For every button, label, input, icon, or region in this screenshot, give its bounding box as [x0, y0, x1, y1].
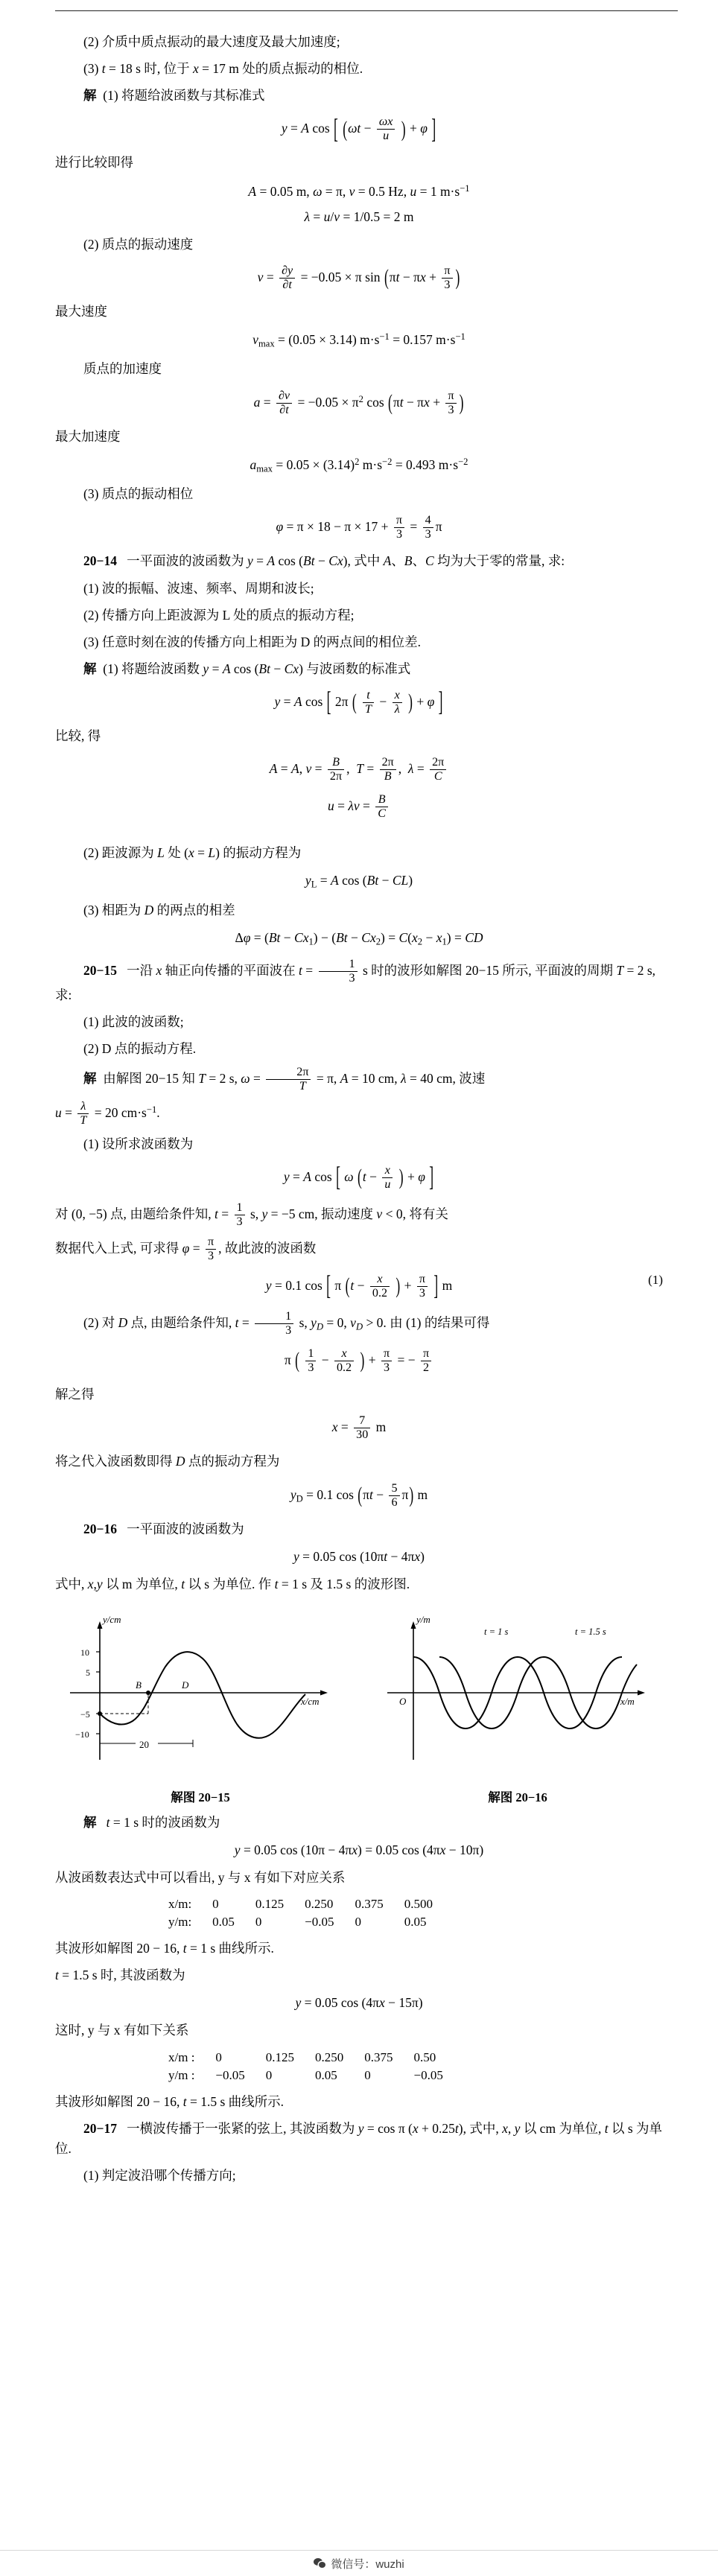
- line-q2: (2) 介质中质点振动的最大速度及最大加速度;: [83, 34, 340, 49]
- problem-2017-q1: (1) 判定波沿哪个传播方向;: [83, 2167, 236, 2183]
- line-2014-compare: 比较, 得: [55, 728, 101, 744]
- equation-acceleration: a = $\frac{\partial v}{\partial t}$ = $-0.05 \times \pi^2$ cos (πt − πx + $\frac{\pi}{3}$ ): [253, 389, 464, 416]
- figure-2016: [372, 1611, 663, 1805]
- problem-2015-q1-restate: (1) 设所求波函数为: [83, 1136, 194, 1152]
- figure-2015-svg: [55, 1611, 346, 1782]
- problem-2014-q3: (3) 任意时刻在波的传播方向上相距为 D 的两点间的相位差.: [83, 634, 422, 649]
- problem-2015-q1: (1) 此波的波函数;: [83, 1014, 184, 1029]
- figure-2016-caption: 解图 20−16: [488, 1790, 547, 1804]
- svg-text:y/m: y/m: [416, 1613, 431, 1625]
- footer-bar: [0, 2550, 718, 2576]
- equation-standard-form: y = A cos [ (ωt − $\frac{\omega x}{u}$ ) + φ ]: [281, 112, 436, 144]
- line-velocity-heading: (2) 质点的振动速度: [83, 236, 194, 252]
- problem-2014-q2: (2) 传播方向上距波源为 L 处的质点的振动方程;: [83, 607, 355, 623]
- footer-text: 微信号：wuzhi: [331, 2557, 404, 2571]
- table-cell: 0.05: [404, 1915, 427, 1930]
- svg-text:y/cm: y/cm: [103, 1613, 121, 1625]
- equation-wavelength: λ = u/ν = 1/0.5 = 2 m: [304, 209, 414, 224]
- svg-text:5: 5: [86, 1667, 90, 1678]
- equation-2015-dmotion: $y_D = 0.1$ cos (πt − $\frac{5}{6}$ π) m: [290, 1481, 428, 1509]
- table-cell: 0.50: [413, 2049, 436, 2064]
- equation-2014-speed: u = λν = $\frac{B}{C}$: [55, 793, 663, 821]
- problem-2014-number: 20−14: [83, 553, 117, 569]
- equation-2015-wavefunction: y = 0.1 cos [ π (t − $\frac{x}{0.2}$ ) + $\frac{\pi}{3}$ ] m (1): [265, 1269, 663, 1301]
- problem-2017: 20−17 一横波传播于一张紧的弦上, 其波函数为 y = cos π (x + 0.25t), 式中, x, y 以 cm 为单位, t 以 s 为单位.: [55, 2120, 663, 2156]
- figure-2016-svg: [372, 1611, 663, 1782]
- table-2016-t1: [167, 1895, 454, 1932]
- equation-2014-standard: y = A cos [ 2π ( $\frac{t}{T}$ − $\frac{x}{\lambda}$ ) + φ ]: [274, 685, 443, 717]
- table-cell: 0.250: [305, 1897, 334, 1912]
- problem-2017-number: 20−17: [83, 2120, 117, 2136]
- table-cell-label: y/m :: [168, 2067, 195, 2082]
- figure-2015-caption: 解图 20−15: [171, 1790, 230, 1804]
- table-cell: 0.125: [255, 1897, 285, 1912]
- line-q3: (3) t = 18 s 时, 位于 x = 17 m 处的质点振动的相位.: [83, 61, 363, 77]
- line-phase-heading: (3) 质点的振动相位: [83, 486, 194, 502]
- equation-phase: φ = π × 18 − π × 17 + $\frac{\pi}{3}$ = $\frac{4}{3}$ π: [276, 514, 442, 541]
- solution-2016: 解 t = 1 s 时的波函数为: [83, 1814, 220, 1830]
- problem-2016-text: 一平面波的波函数为: [127, 1521, 244, 1536]
- problem-2015-q2: (2) D 点的振动方程.: [83, 1040, 197, 1056]
- table-cell: 0: [255, 1915, 262, 1930]
- line-2016-relation: 从波函数表达式中可以看出, y 与 x 有如下对应关系: [55, 1870, 346, 1886]
- equation-2015-dpoint: π ( $\frac{1}{3}$ − $\frac{x}{0.2}$ ) + $\frac{\pi}{3}$ = − $\frac{\pi}{2}$: [55, 1347, 663, 1375]
- problem-2015: 20−15 一沿 x 轴正向传播的平面波在 t = $\frac{1}{3}$ s 时的波形如解图 20−15 所示, 平面波的周期 T = 2 s, 求:: [55, 957, 656, 1002]
- figures-row: [55, 1611, 663, 1805]
- solution-2014: 解 (1) 将题给波函数 y = A cos (Bt − Cx) 与波函数的标准式: [83, 661, 411, 676]
- problem-2014-q2-restate: (2) 距波源为 L 处 (x = L) 的振动方程为: [83, 845, 302, 861]
- svg-text:10: 10: [80, 1647, 89, 1658]
- equation-velocity: v = $\frac{\partial y}{\partial t}$ = −0.05 × π sin (πt − πx + $\frac{\pi}{3}$ ): [257, 264, 460, 291]
- line-maxspeed-heading: 最大速度: [55, 303, 107, 319]
- solution-2015-cont: u = $\frac{\lambda}{T}$ = 20 $cm\cdot s^{-1}$.: [55, 1099, 160, 1127]
- svg-text:−5: −5: [80, 1708, 90, 1720]
- svg-text:D: D: [182, 1679, 189, 1691]
- solve-label-2016: 解: [83, 1814, 97, 1830]
- wechat-icon: [314, 2558, 326, 2569]
- problem-2014-q3-restate: (3) 相距为 D 的两点的相差: [83, 902, 235, 917]
- table-cell: 0.500: [404, 1897, 433, 1912]
- table-cell: 0.125: [265, 2049, 295, 2064]
- line-maxaccel-heading: 最大加速度: [55, 428, 121, 444]
- equation-max-acceleration: $a_{max} = 0.05 \times (3.14)^2$ $m\cdot s^{-2} = 0.493$ $m\cdot s^{-2}$: [250, 456, 468, 474]
- svg-text:−10: −10: [75, 1729, 89, 1740]
- equation-2014-phasediff: $\Delta\varphi = (Bt - Cx_1) - (Bt - Cx_2) = C(x_2 - x_1)$ = CD: [235, 930, 483, 947]
- line-2015-point-cont: 数据代入上式, 可求得 φ = $\frac{\pi}{3}$ , 故此波的波函数: [55, 1235, 317, 1263]
- equation-2014-source: $y_L = A$ cos (Bt − CL): [305, 873, 413, 890]
- problem-2016: [55, 1519, 663, 1539]
- svg-text:x/m: x/m: [620, 1695, 635, 1707]
- table-cell: 0: [355, 1915, 362, 1930]
- svg-text:t = 1.5 s: t = 1.5 s: [575, 1626, 606, 1637]
- line-2016-t15: t = 1.5 s 时, 其波函数为: [55, 1968, 185, 1983]
- line-compare: 进行比较即得: [55, 155, 133, 171]
- svg-text:t = 1 s: t = 1 s: [484, 1626, 509, 1637]
- table-cell: 0.250: [315, 2049, 344, 2064]
- table-row: [168, 1896, 452, 1912]
- table-cell: 0: [265, 2067, 273, 2082]
- table-row: [168, 1914, 452, 1930]
- solve-label-2015: 解: [83, 1071, 97, 1087]
- problem-2014: 20−14 一平面波的波函数为 y = A cos (Bt − Cx), 式中 A、B、C 均为大于零的常量, 求:: [83, 553, 565, 569]
- equation-parameters: A = 0.05 m, ω = π, ν = 0.5 Hz, u = 1 $m\cdot s^{-1}$: [248, 182, 470, 199]
- table-cell-label: x/m :: [168, 2049, 195, 2064]
- equation-number-1: (1): [648, 1273, 663, 1288]
- line-2016-shape1: 其波形如解图 20 − 16, t = 1 s 曲线所示.: [55, 1941, 274, 1956]
- table-row: [168, 2067, 463, 2084]
- equation-2016-t1: y = 0.05 cos (10π − 4πx) = 0.05 cos (4πx − 10π): [234, 1842, 484, 1858]
- line-accel-heading: 质点的加速度: [83, 361, 162, 377]
- table-cell: 0.375: [364, 2049, 393, 2064]
- solution-2015: 解 由解图 20−15 知 T = 2 s, ω = $\frac{2\pi}{T}$ = π, A = 10 cm, λ = 40 cm, 波速: [83, 1065, 486, 1093]
- solve-label-2014: 解: [83, 661, 97, 676]
- table-cell: 0: [212, 1897, 219, 1912]
- problem-2015-number: 20−15: [83, 962, 117, 978]
- table-cell: 0: [364, 2067, 371, 2082]
- solve-label: 解: [83, 88, 97, 104]
- problem-2016-number: 20−16: [83, 1521, 117, 1536]
- line-2015-point: 对 (0, −5) 点, 由题给条件知, t = $\frac{1}{3}$ s, y = −5 cm, 振动速度 v < 0, 将有关: [55, 1201, 448, 1229]
- table-cell: 0.05: [315, 2067, 337, 2082]
- svg-text:B: B: [136, 1679, 142, 1691]
- line-2015-substitute: 将之代入波函数即得 D 点的振动方程为: [55, 1454, 280, 1469]
- solution-intro-2013: 解 (1) 将题给波函数与其标准式: [83, 88, 265, 104]
- svg-text:20: 20: [139, 1738, 149, 1750]
- page-top-rule: [55, 10, 678, 11]
- table-cell-label: y/m:: [168, 1915, 192, 1930]
- table-cell: −0.05: [305, 1915, 334, 1930]
- equation-max-velocity: $v_{max} = (0.05 \times 3.14) m\cdot s^{-1} = 0.157$ $m\cdot s^{-1}$: [252, 331, 466, 349]
- table-cell-label: x/m:: [168, 1897, 192, 1912]
- line-2016-relation2: 这时, y 与 x 有如下关系: [55, 2023, 189, 2038]
- problem-2015-q2-restate: (2) 对 D 点, 由题给条件知, t = $\frac{1}{3}$ s, $y_D = 0$, $v_D > 0$. 由 (1) 的结果可得: [83, 1310, 490, 1338]
- equation-2016-t15: y = 0.05 cos (4πx − 15π): [295, 1995, 423, 2011]
- table-cell: −0.05: [215, 2067, 245, 2082]
- problem-2014-q1: (1) 波的振幅、波速、频率、周期和波长;: [83, 580, 314, 596]
- table-row: [168, 2049, 463, 2066]
- table-cell: 0.05: [212, 1915, 235, 1930]
- equation-2015-x: x = $\frac{7}{30}$ m: [331, 1414, 387, 1442]
- figure-2015: [55, 1611, 346, 1805]
- table-cell: 0.375: [355, 1897, 384, 1912]
- table-cell: −0.05: [413, 2067, 443, 2082]
- table-2016-t2: [167, 2048, 464, 2085]
- equation-2015-assumed: y = A cos [ ω (t − $\frac{x}{u}$ ) + φ ]: [283, 1160, 434, 1192]
- line-2016-units: 式中, x,y 以 m 为单位, t 以 s 为单位. 作 t = 1 s 及 1.5 s 的波形图.: [55, 1576, 410, 1591]
- svg-text:O: O: [399, 1695, 407, 1707]
- equation-2014-params: A = A, ν = $\frac{B}{2\pi}$ , T = $\frac{2\pi}{B}$ , λ = $\frac{2\pi}{C}$: [55, 756, 663, 783]
- line-2016-shape2: 其波形如解图 20 − 16, t = 1.5 s 曲线所示.: [55, 2093, 285, 2109]
- equation-2016-wavefunction: y = 0.05 cos (10πt − 4πx): [293, 1548, 425, 1564]
- table-cell: 0: [215, 2049, 222, 2064]
- svg-text:x/cm: x/cm: [301, 1695, 320, 1707]
- line-2015-solve: 解之得: [55, 1387, 95, 1402]
